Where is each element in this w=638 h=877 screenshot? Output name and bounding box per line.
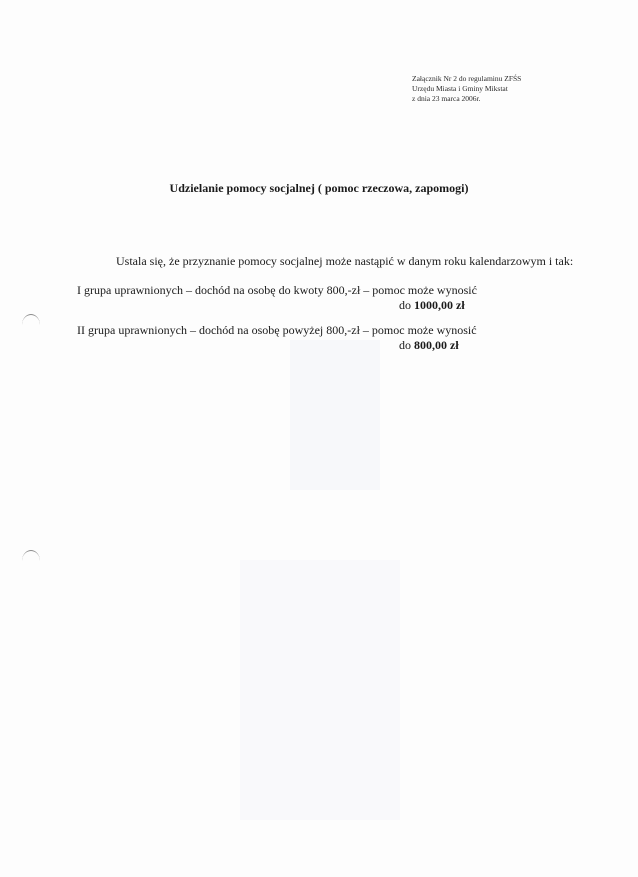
punch-hole-mark — [22, 314, 40, 325]
group-1-amount — [399, 298, 465, 313]
group-2-amount — [399, 338, 459, 353]
attachment-note-line: z dnia 23 marca 2006r. — [412, 94, 481, 103]
intro-paragraph: Ustala się, że przyznanie pomocy socjalnej może nastąpić w danym roku kalendarzowym i tak: — [116, 254, 574, 268]
attachment-note-line: Załącznik Nr 2 do regulaminu ZFŚS — [412, 74, 522, 83]
scan-shading — [240, 560, 400, 820]
document-title: Udzielanie pomocy socjalnej ( pomoc rzeczowa, zapomogi) — [169, 181, 469, 195]
amount-value: 800,00 zł — [414, 338, 459, 352]
attachment-note — [412, 74, 521, 104]
amount-prefix: do — [399, 338, 414, 352]
group-2-criteria: II grupa uprawnionych – dochód na osobę powyżej 800,-zł – pomoc może wynosić — [77, 323, 477, 337]
attachment-note-line: Urzędu Miasta i Gminy Mikstat — [412, 84, 508, 93]
scan-shading — [290, 340, 380, 490]
punch-hole-mark — [22, 550, 40, 561]
group-1-criteria: I grupa uprawnionych – dochód na osobę do kwoty 800,-zł – pomoc może wynosić — [77, 283, 477, 297]
amount-prefix: do — [399, 298, 414, 312]
amount-value: 1000,00 zł — [414, 298, 465, 312]
